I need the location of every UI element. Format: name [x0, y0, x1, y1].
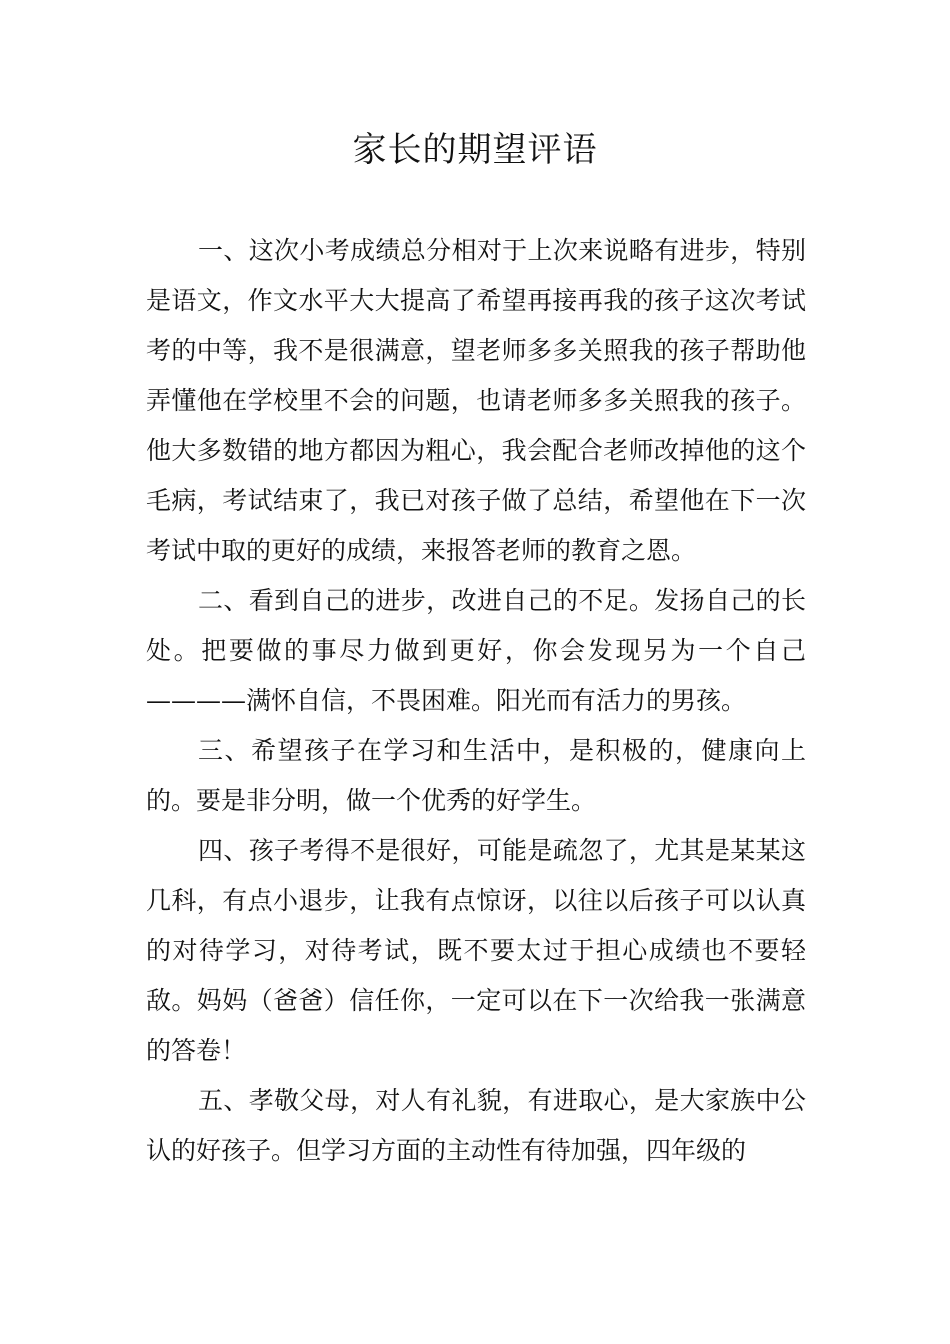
paragraph-4: 四、孩子考得不是很好，可能是疏忽了，尤其是某某这几科，有点小退步，让我有点惊讶，以往以后孩子可以认真的对待学习，对待考试，既不要太过于担心成绩也不要轻敌。妈妈（爸爸）信任你，一定可以在下一次给我一张满意的答卷！ — [146, 836, 806, 1065]
document-body — [146, 226, 806, 1176]
document-title: 家长的期望评语 — [352, 130, 598, 170]
paragraph-3: 三、希望孩子在学习和生活中，是积极的，健康向上的。要是非分明，做一个优秀的好学生。 — [146, 736, 806, 815]
paragraph-5: 五、孝敬父母，对人有礼貌，有进取心，是大家族中公认的好孩子。但学习方面的主动性有待加强，四年级的 — [146, 1086, 806, 1165]
paragraph-1: 一、这次小考成绩总分相对于上次来说略有进步，特别是语文，作文水平大大提高了希望再接再我的孩子这次考试考的中等，我不是很满意，望老师多多关照我的孩子帮助他弄懂他在学校里不会的问题，也请老师多多关照我的孩子。他大多数错的地方都因为粗心，我会配合老师改掉他的这个毛病，考试结束了，我已对孩子做了总结，希望他在下一次考试中取的更好的成绩，来报答老师的教育之恩。 — [146, 236, 806, 565]
paragraph-2: 二、看到自己的进步，改进自己的不足。发扬自己的长处。把要做的事尽力做到更好，你会发现另为一个自己————满怀自信，不畏困难。阳光而有活力的男孩。 — [146, 586, 806, 715]
